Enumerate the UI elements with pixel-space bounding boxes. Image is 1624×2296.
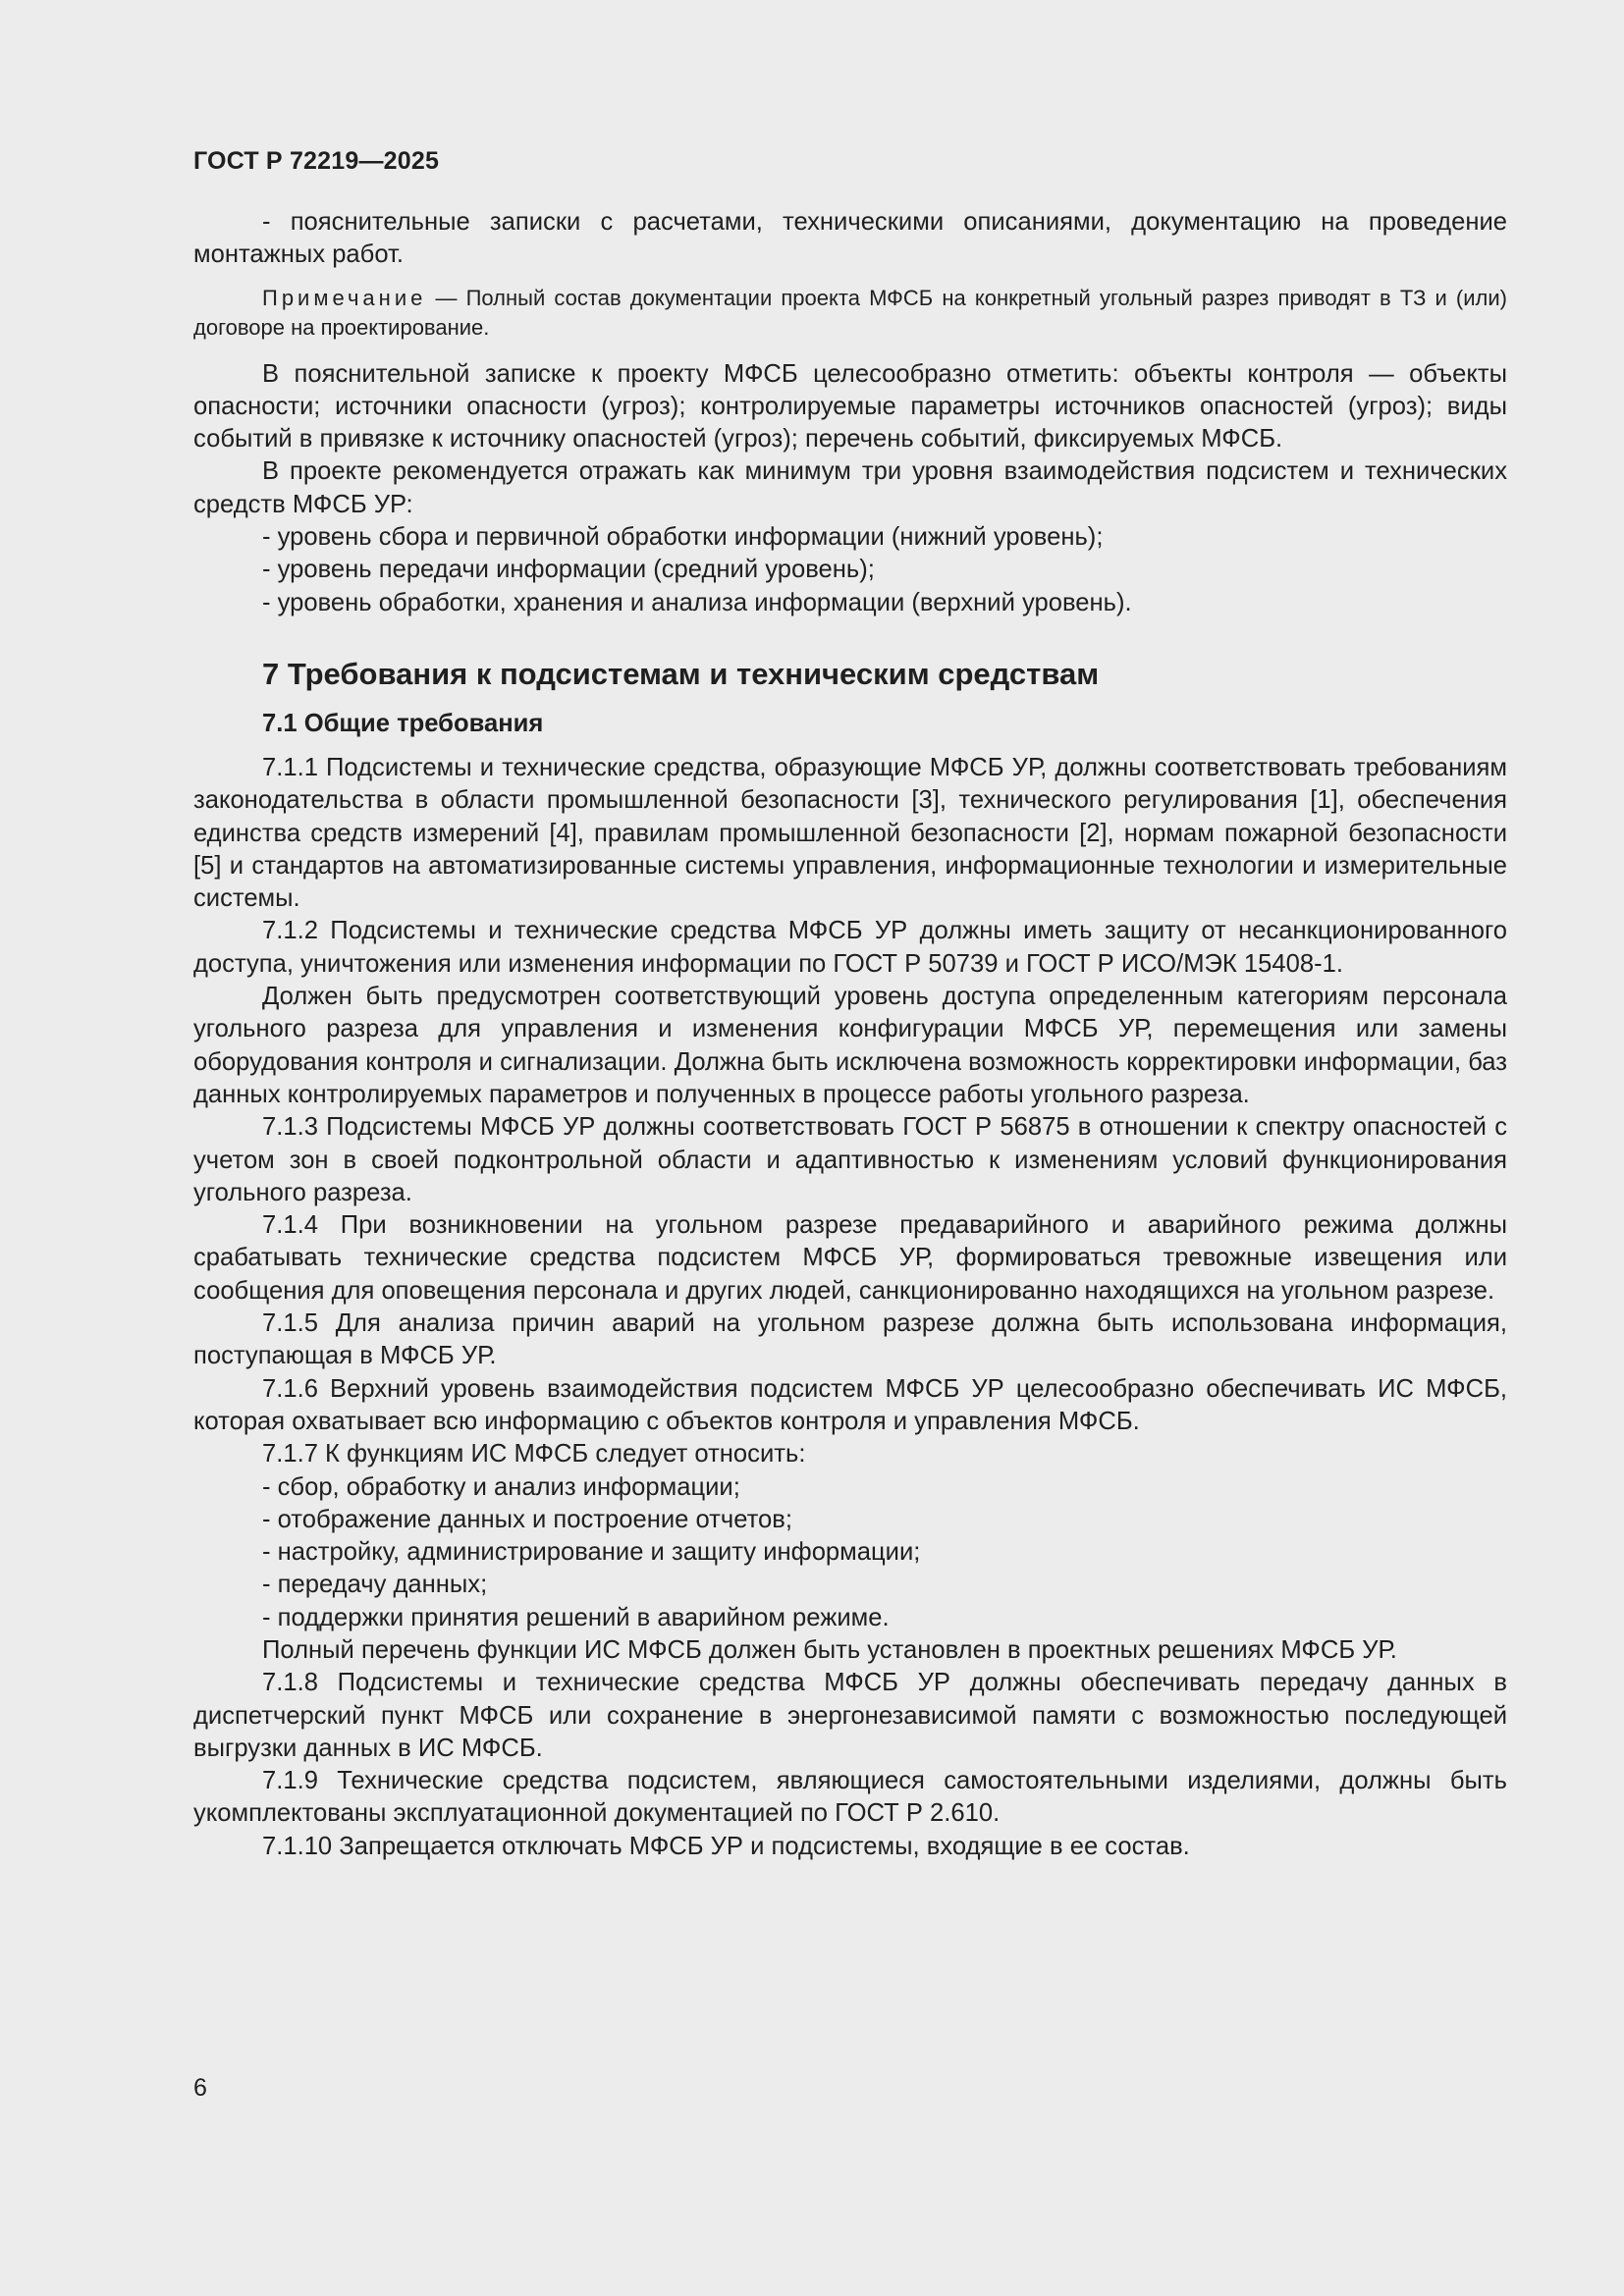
list-item-level-2: - уровень передачи информации (средний уровень); [262, 556, 875, 584]
list-item-function-1: - сбор, обработку и анализ информации; [262, 1472, 740, 1501]
list-item-function-2: - отображение данных и построение отчетов; [262, 1505, 792, 1533]
clause-7-1-5: 7.1.5 Для анализа причин аварий на угольном разрезе должна быть использована информация, поступающая в МФСБ УР. [193, 1309, 1507, 1370]
clause-7-1-1: 7.1.1 Подсистемы и технические средства, образующие МФСБ УР, должны соответствовать требованиям законодательства в области промышленной безопасности [3], технического регулирования [1], обеспечения единства средств измерений [4], правилам промышленной безопасности [2], нормам пожарной безопасности [5] и стандартов на автоматизированные системы управления, информационные технологии и измерительные системы. [193, 753, 1507, 913]
paragraph-explanatory-note: В пояснительной записке к проекту МФСБ целесообразно отметить: объекты контроля — объекты опасности; источники опасности (угроз); контролируемые параметры источников опасностей (угроз); виды событий в привязке к источнику опасностей (угроз); перечень событий, фиксируемых МФСБ. [193, 359, 1507, 454]
list-item-function-5: - поддержки принятия решений в аварийном режиме. [262, 1603, 890, 1631]
note [193, 284, 1507, 343]
paragraph-three-levels: В проекте рекомендуется отражать как минимум три уровня взаимодействия подсистем и технических средств МФСБ УР: [193, 457, 1507, 518]
section-heading-7: 7 Требования к подсистемам и техническим средствам [262, 656, 1100, 691]
document-page [193, 145, 1507, 1863]
clause-7-1-10: 7.1.10 Запрещается отключать МФСБ УР и подсистемы, входящие в ее состав. [262, 1832, 1190, 1860]
note-text: — Полный состав документации проекта МФСБ на конкретный угольный разрез приводят в ТЗ и (или) договоре на проектирование. [193, 285, 1507, 340]
list-item-explanatory-notes: - пояснительные записки с расчетами, техническими описаниями, документацию на проведение монтажных работ. [193, 208, 1507, 269]
subsection-heading-7-1: 7.1 Общие требования [262, 709, 544, 737]
clause-7-1-9: 7.1.9 Технические средства подсистем, являющиеся самостоятельными изделиями, должны быть укомплектованы эксплуатационной документацией по ГОСТ Р 2.610. [193, 1767, 1507, 1828]
page-number: 6 [193, 2074, 207, 2102]
clause-7-1-7-full-list: Полный перечень функции ИС МФСБ должен быть установлен в проектных решениях МФСБ УР. [262, 1635, 1397, 1664]
clause-7-1-6: 7.1.6 Верхний уровень взаимодействия подсистем МФСБ УР целесообразно обеспечивать ИС МФСБ, которая охватывает всю информацию с объектов контроля и управления МФСБ. [193, 1374, 1507, 1435]
document-code: ГОСТ Р 72219—2025 [193, 147, 440, 175]
note-label: Примечание [262, 285, 427, 310]
list-item-level-1: - уровень сбора и первичной обработки информации (нижний уровень); [262, 523, 1104, 552]
clause-7-1-4: 7.1.4 При возникновении на угольном разрезе предаварийного и аварийного режима должны срабатывать технические средства подсистем МФСБ УР, формироваться тревожные извещения или сообщения для оповещения персонала и других людей, санкционированно находящихся на угольном разрезе. [193, 1211, 1507, 1305]
clause-7-1-2-access: Должен быть предусмотрен соответствующий уровень доступа определенным категориям персонала угольного разреза для управления и изменения конфигурации МФСБ УР, перемещения или замены оборудования контроля и сигнализации. Должна быть исключена возможность корректировки информации, баз данных контролируемых параметров и полученных в процессе работы угольного разреза. [193, 983, 1507, 1108]
list-item-function-3: - настройку, администрирование и защиту информации; [262, 1538, 921, 1567]
clause-7-1-8: 7.1.8 Подсистемы и технические средства МФСБ УР должны обеспечивать передачу данных в диспетчерский пункт МФСБ или сохранение в энергонезависимой памяти с возможностью последующей выгрузки данных в ИС МФСБ. [193, 1669, 1507, 1762]
list-item-function-4: - передачу данных; [262, 1571, 488, 1599]
clause-7-1-7: 7.1.7 К функциям ИС МФСБ следует относить: [262, 1440, 806, 1468]
clause-7-1-3: 7.1.3 Подсистемы МФСБ УР должны соответствовать ГОСТ Р 56875 в отношении к спектру опасностей с учетом зон в своей подконтрольной области и адаптивностью к изменениям условий функционирования угольного разреза. [193, 1113, 1507, 1206]
list-item-level-3: - уровень обработки, хранения и анализа информации (верхний уровень). [262, 588, 1132, 616]
clause-7-1-2: 7.1.2 Подсистемы и технические средства МФСБ УР должны иметь защиту от несанкционированного доступа, уничтожения или изменения информации по ГОСТ Р 50739 и ГОСТ Р ИСО/МЭК 15408-1. [193, 917, 1507, 978]
